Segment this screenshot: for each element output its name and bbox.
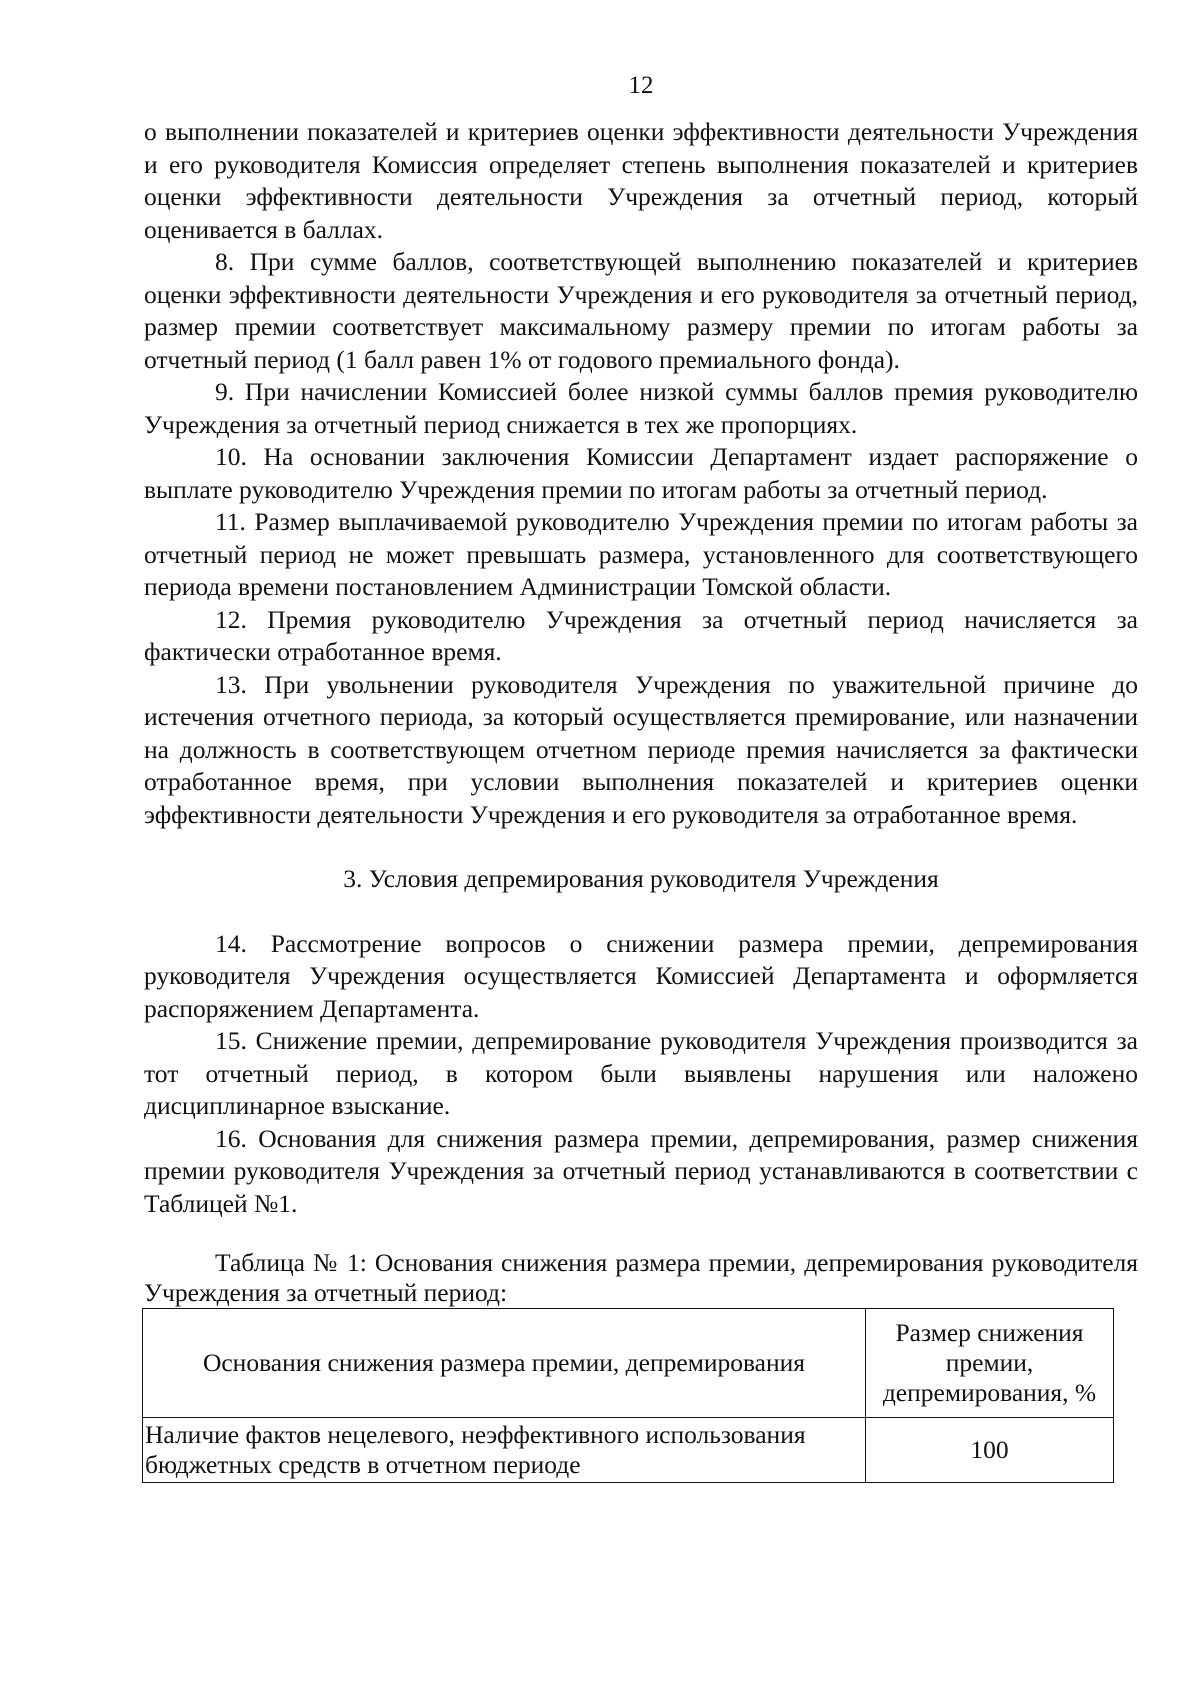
table-caption: Таблица № 1: Основания снижения размера премии, депремирования руководителя Учреждения за отчетный период: <box>144 1248 1138 1307</box>
paragraph-item-10: 10. На основании заключения Комиссии Департамент издает распоряжение о выплате руководителю Учреждения премии по итогам работы за отчетный период. <box>144 442 1138 504</box>
table-row <box>143 1418 1114 1483</box>
paragraph-item-8: 8. При сумме баллов, соответствующей выполнению показателей и критериев оценки эффективности деятельности Учреждения и его руководителя за отчетный период, размер премии соответствует максимальному размеру премии по итогам работы за отчетный период (1 балл равен 1% от годового премиального фонда). <box>144 247 1138 374</box>
paragraph-continuation: о выполнении показателей и критериев оценки эффективности деятельности Учреждения и его руководителя Комиссия определяет степень выполнения показателей и критериев оценки эффективности деятельности Учреждения за отчетный период, который оценивается в баллах. <box>144 117 1138 244</box>
paragraph-item-16: 16. Основания для снижения размера премии, депремирования, размер снижения премии руководителя Учреждения за отчетный период устанавливаются в соответствии с Таблицей №1. <box>144 1123 1138 1218</box>
paragraph-item-14: 14. Рассмотрение вопросов о снижении размера премии, депремирования руководителя Учреждения осуществляется Комиссией Департамента и оформляется распоряжением Департамента. <box>144 928 1138 1023</box>
section-title: 3. Условия депремирования руководителя Учреждения <box>343 864 939 893</box>
paragraph-item-11: 11. Размер выплачиваемой руководителю Учреждения премии по итогам работы за отчетный период не может превышать размера, установленного для соответствующего периода времени постановлением Администрации Томской области. <box>144 507 1138 601</box>
depremium-table <box>142 1308 1114 1483</box>
paragraph-item-12: 12. Премия руководителю Учреждения за отчетный период начисляется за фактически отработанное время. <box>144 604 1138 666</box>
table-cell-basis: Наличие фактов нецелевого, неэффективного использования бюджетных средств в отчетном периоде <box>143 1418 866 1483</box>
paragraph-item-15: 15. Снижение премии, депремирование руководителя Учреждения производится за тот отчетный период, в котором были выявлены нарушения или наложено дисциплинарное взыскание. <box>144 1026 1138 1120</box>
paragraph-item-13: 13. При увольнении руководителя Учреждения по уважительной причине до истечения отчетного периода, за который осуществляется премирование, или назначении на должность в соответствующем отчетном периоде премия начисляется за фактически отработанное время, при условии выполнения показателей и критериев оценки эффективности деятельности Учреждения и его руководителя за отработанное время. <box>144 669 1138 829</box>
paragraph-item-9: 9. При начислении Комиссией более низкой суммы баллов премия руководителю Учреждения за отчетный период снижается в тех же пропорциях. <box>144 377 1138 439</box>
table-header-amount: Размер снижения премии, депремирования, % <box>866 1309 1114 1418</box>
document-page <box>144 70 1138 1483</box>
page-number: 12 <box>628 72 654 99</box>
table-cell-amount: 100 <box>866 1418 1114 1483</box>
table-header-basis: Основания снижения размера премии, депремирования <box>143 1309 866 1418</box>
table-header-row <box>143 1309 1114 1418</box>
